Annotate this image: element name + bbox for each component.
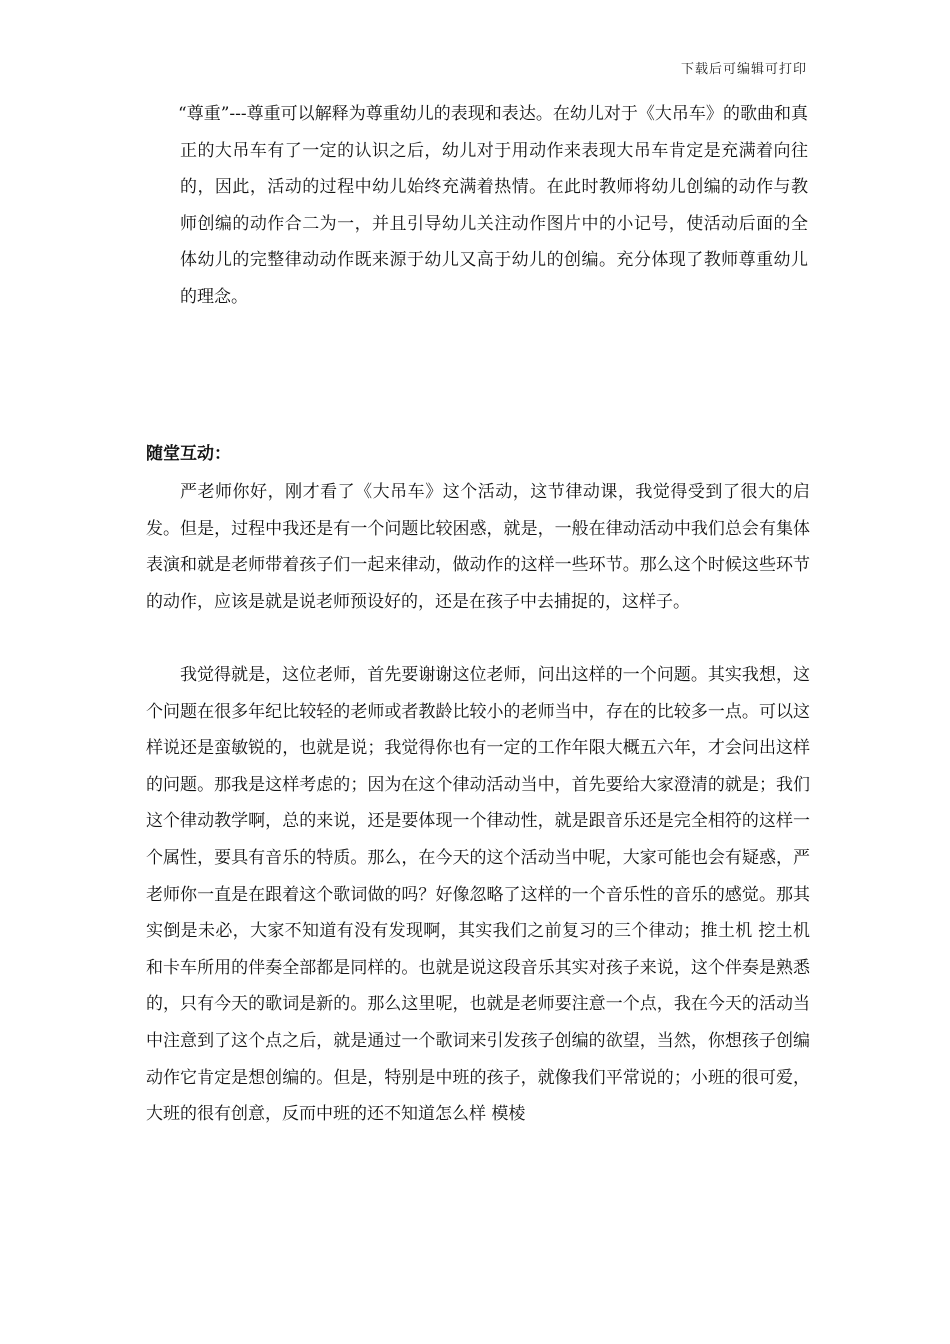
paragraph-question: 严老师你好，刚才看了《大吊车》这个活动，这节律动课，我觉得受到了很大的启发。但是，过程中我还是有一个问题比较困惑，就是，一般在律动活动中我们总会有集体表演和就是老师带着孩子们一起来律动，做动作的这样一些环节。那么这个时候这些环节的动作，应该是就是说老师预设好的，还是在孩子中去捕捉的，这样子。 bbox=[146, 482, 810, 612]
paragraph-answer: 我觉得就是，这位老师，首先要谢谢这位老师，问出这样的一个问题。其实我想，这个问题在很多年纪比较轻的老师或者教龄比较小的老师当中，存在的比较多一点。可以这样说还是蛮敏锐的，也就是说；我觉得你也有一定的工作年限大概五六年，才会问出这样的问题。那我是这样考虑的；因为在这个律动活动当中，首先要给大家澄清的就是；我们这个律动教学啊，总的来说，还是要体现一个律动性，就是跟音乐还是完全相符的这样一个属性，要具有音乐的特质。那么，在今天的这个活动当中呢，大家可能也会有疑惑，严老师你一直是在跟着这个歌词做的吗？好像忽略了这样的一个音乐性的音乐的感觉。那其实倒是未必，大家不知道有没有发现啊，其实我们之前复习的三个律动；推土机 挖土机和卡车所用的伴奏全部都是同样的。也就是说这段音乐其实对孩子来说，这个伴奏是熟悉的，只有今天的歌词是新的。那么这里呢，也就是老师要注意一个点，我在今天的活动当中注意到了这个点之后，就是通过一个歌词来引发孩子创编的欲望，当然，你想孩子创编动作它肯定是想创编的。但是，特别是中班的孩子，就像我们平常说的；小班的很可爱，大班的很有创意，反而中班的还不知道怎么样 模棱 bbox=[146, 665, 810, 1125]
section-heading: 随堂互动： bbox=[146, 444, 231, 464]
paragraph-respect: “尊重”---尊重可以解释为尊重幼儿的表现和表达。在幼儿对于《大吊车》的歌曲和真正的大吊车有了一定的认识之后，幼儿对于用动作来表现大吊车肯定是充满着向往的，因此，活动的过程中幼儿始终充满着热情。在此时教师将幼儿创编的动作与教师创编的动作合二为一，并且引导幼儿关注动作图片中的小记号，使活动后面的全体幼儿的完整律动动作既来源于幼儿又高于幼儿的创编。充分体现了教师尊重幼儿的理念。 bbox=[178, 104, 808, 307]
header-note: 下载后可编辑可打印 bbox=[680, 62, 807, 77]
